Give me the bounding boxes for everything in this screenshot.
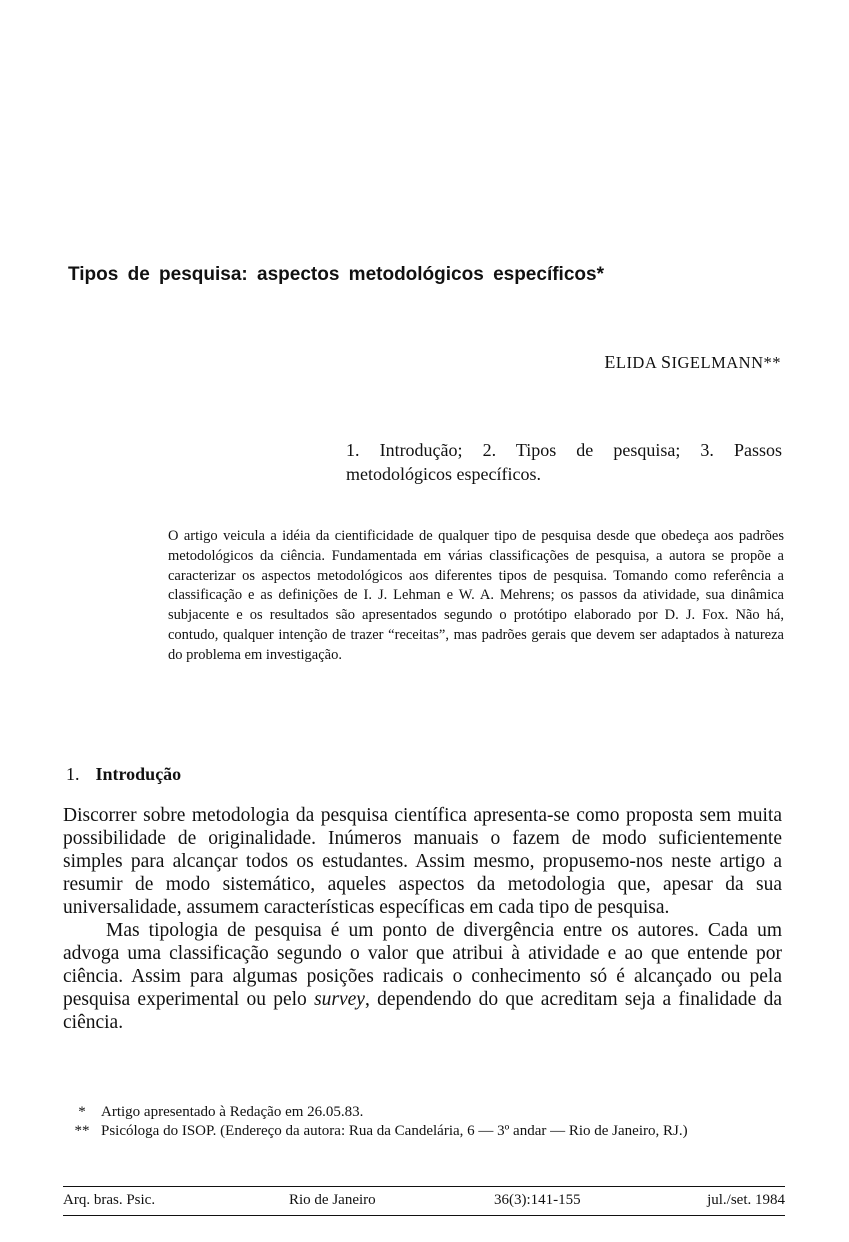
author-name <box>604 352 781 373</box>
section-heading <box>66 764 181 785</box>
author-first-rest: LIDA <box>615 353 657 372</box>
footnote-mark: * <box>78 1104 86 1120</box>
paragraph-2-italic: survey <box>314 989 365 1010</box>
article-summary: 1. Introdução; 2. Tipos de pesquisa; 3. Passos metodológicos específicos. <box>346 440 782 484</box>
footnote <box>63 1122 785 1141</box>
footnote <box>63 1103 785 1122</box>
body-text <box>63 804 782 1034</box>
footer-volume: 36(3):141-155 <box>494 1192 581 1208</box>
paragraph-2-text-a: Mas tipologia de pesquisa é um ponto de divergência entre os autores. Cada um advoga uma classificação segundo o valor que atribui à atividade e ao que entende por ciência. Assim para algumas posições radicais o conhecimento só é alcançado ou pela pesquisa experimental ou pelo <box>63 920 782 1010</box>
author-footnote-mark: ** <box>763 353 781 372</box>
section-name: Introdução <box>95 764 182 784</box>
author-first-initial: E <box>604 352 616 372</box>
paragraph-2-text-b: , dependendo do que acreditam seja a finalidade da ciência. <box>63 989 783 1033</box>
footer-bottom-rule <box>63 1215 785 1216</box>
paragraph-1: Discorrer sobre metodologia da pesquisa científica apresenta-se como proposta sem muita possibilidade de originalidade. Inúmeros manuais o fazem de modo suficientemente simples para alcançar todos os estudantes. Assim mesmo, propusemo-nos neste artigo a resumir de modo sistemático, aqueles aspectos da metodologia que, apesar da sua universalidade, assumem características específicas em cada tipo de pesquisa. <box>63 805 782 918</box>
footnote-mark: ** <box>74 1123 90 1139</box>
author-last-rest: IGELMANN <box>671 353 764 372</box>
author-last-initial: S <box>660 352 672 372</box>
article-abstract: O artigo veicula a idéia da cientificidade de qualquer tipo de pesquisa desde que obedeça aos padrões metodológicos da ciência. Fundamentada em várias classificações de pesquisa, a autora se propõe a caracterizar os aspectos metodológicos aos diferentes tipos de pesquisa. Tomando como referência a classificação e as definições de I. J. Lehman e W. A. Mehrens; os passos da atividade, sua dinâmica subjacente e os resultados são apresentados segundo o protótipo elaborado por D. J. Fox. Não há, contudo, qualquer intenção de trazer “receitas”, mas padrões gerais que devem ser adaptados à natureza do problema em investigação. <box>168 528 784 663</box>
footer-date: jul./set. 1984 <box>707 1192 785 1208</box>
footnotes <box>63 1103 785 1141</box>
footer-journal: Arq. bras. Psic. <box>63 1192 156 1208</box>
section-number: 1. <box>66 764 80 784</box>
footnote-text: Artigo apresentado à Redação em 26.05.83. <box>101 1104 364 1120</box>
paragraph-2 <box>63 919 782 1034</box>
footer-city: Rio de Janeiro <box>289 1192 376 1208</box>
footer-top-rule <box>63 1186 785 1187</box>
article-title: Tipos de pesquisa: aspectos metodológicos específicos* <box>68 264 604 285</box>
footnote-text: Psicóloga do ISOP. (Endereço da autora: Rua da Candelária, 6 — 3º andar — Rio de Janeiro, RJ.) <box>101 1123 688 1139</box>
